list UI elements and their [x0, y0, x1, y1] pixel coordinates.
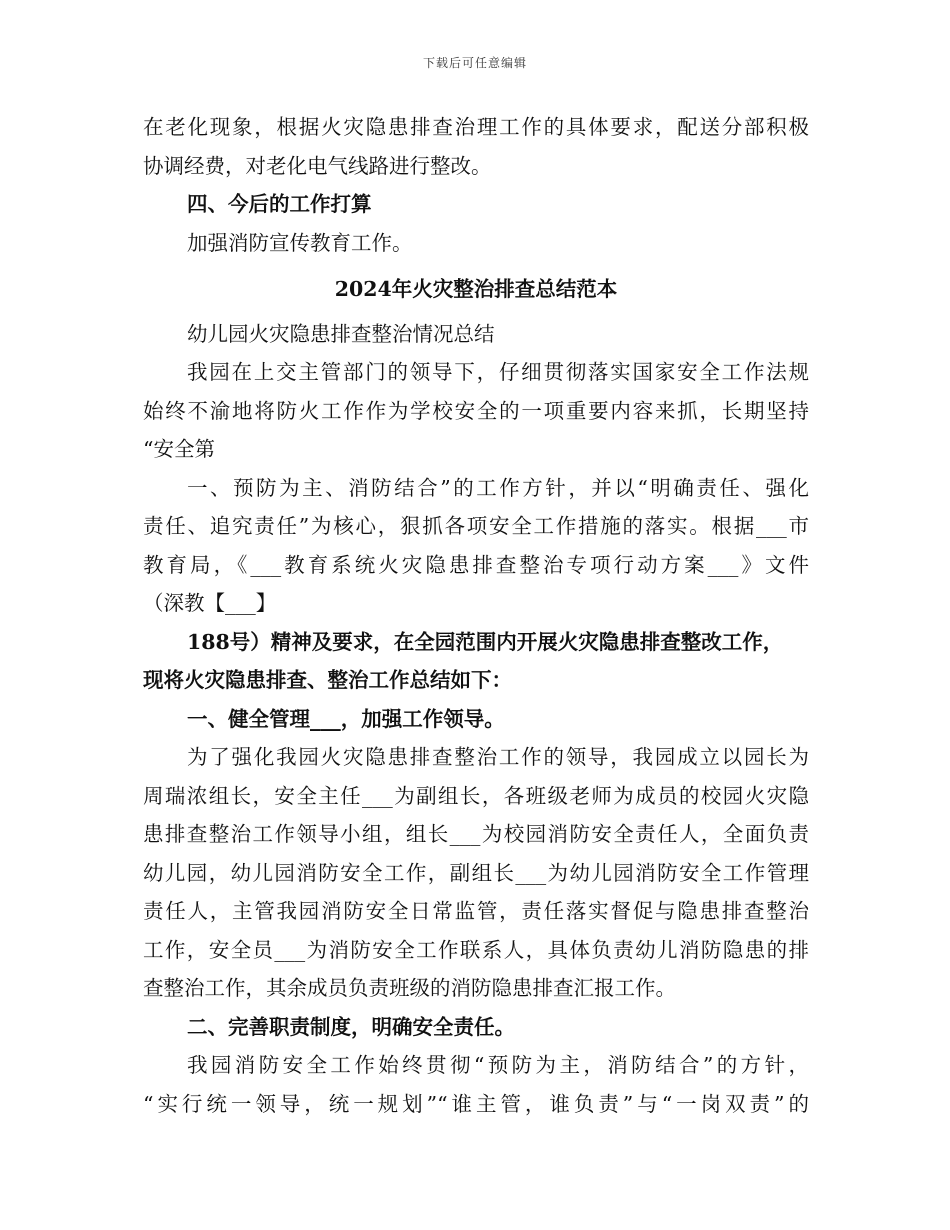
- paragraph-line: “实行统一领导，统一规划”“谁主管，谁负责”与“一岗双责”的: [143, 1091, 809, 1116]
- paragraph-line: （深教【___】: [143, 591, 277, 615]
- paragraph-line: “安全第: [143, 437, 215, 461]
- section-heading: 四、今后的工作打算: [187, 192, 372, 216]
- bold-paragraph-line: 188号）精神及要求，在全园范围内开展火灾隐患排查整改工作，: [187, 629, 784, 654]
- paragraph-line: 在老化现象，根据火灾隐患排查治理工作的具体要求，配送分部积极: [143, 115, 809, 139]
- spacer: [143, 262, 809, 270]
- paragraph-line: 一、预防为主、消防结合”的工作方针，并以“明确责任、强化: [187, 475, 809, 500]
- paragraph-line: 加强消防宣传教育工作。: [187, 230, 413, 255]
- paragraph-line: 协调经费，对老化电气线路进行整改。: [143, 153, 492, 178]
- bold-paragraph-line: 现将火灾隐患排查、整治工作总结如下：: [143, 668, 512, 692]
- document-body: [143, 108, 809, 1123]
- document-title: 2024年火灾整治排查总结范本: [334, 277, 618, 301]
- paragraph-line: 我园在上交主管部门的领导下，仔细贯彻落实国家安全工作法规: [187, 360, 809, 384]
- header-note: 下载后可任意编辑: [422, 56, 527, 70]
- paragraph-line: 患排查整治工作领导小组，组长___为校园消防安全责任人，全面负责: [143, 822, 809, 846]
- paragraph-line: 工作，安全员___为消防安全工作联系人，具体负责幼儿消防隐患的排: [143, 937, 809, 962]
- paragraph-line: 始终不渝地将防火工作作为学校安全的一项重要内容来抓，长期坚持: [143, 398, 809, 423]
- subtitle-line: 幼儿园火灾隐患排查整治情况总结: [187, 321, 495, 346]
- paragraph-line: 教育局，《___教育系统火灾隐患排查整治专项行动方案___》文件: [143, 552, 809, 577]
- paragraph-line: 为了强化我园火灾隐患排查整治工作的领导，我园成立以园长为: [187, 745, 809, 769]
- paragraph-line: 责任、追究责任”为核心，狠抓各项安全工作措施的落实。根据___市: [143, 514, 809, 538]
- paragraph-line: 幼儿园，幼儿园消防安全工作，副组长___为幼儿园消防安全工作管理: [143, 860, 809, 885]
- paragraph-line: 我园消防安全工作始终贯彻“预防为主，消防结合”的方针，: [187, 1053, 809, 1077]
- section-heading: 一、健全管理___，加强工作领导。: [187, 706, 505, 731]
- paragraph-line: 周瑞浓组长，安全主任___为副组长，各班级老师为成员的校园火灾隐: [143, 783, 809, 808]
- paragraph-line: 查整治工作，其余成员负责班级的消防隐患排查汇报工作。: [143, 976, 676, 1000]
- section-heading: 二、完善职责制度，明确安全责任。: [187, 1014, 515, 1039]
- paragraph-line: 责任人，主管我园消防安全日常监管，责任落实督促与隐患排查整治: [143, 899, 809, 923]
